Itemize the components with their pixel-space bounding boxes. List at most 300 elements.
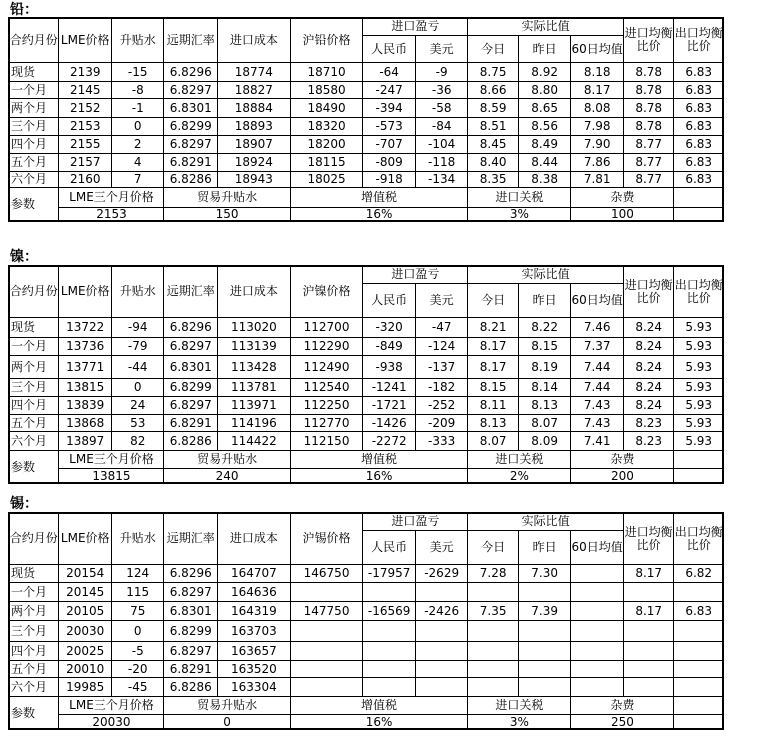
value-cell: 8.80: [518, 82, 571, 99]
value-cell: 6.8291: [164, 154, 218, 172]
value-cell: 112700: [290, 318, 363, 338]
value-cell: 2155: [59, 136, 112, 154]
param-lme3m-label: LME三个月价格: [59, 188, 164, 208]
value-cell: 6.8286: [164, 172, 218, 188]
value-cell: -938: [363, 356, 416, 379]
value-cell: 18200: [290, 136, 363, 154]
value-cell: [571, 621, 624, 642]
param-vat-label: 增值税: [290, 188, 468, 208]
value-cell: [363, 661, 416, 678]
month-cell: 六个月: [9, 678, 59, 697]
value-cell: 18924: [218, 154, 291, 172]
value-cell: [623, 621, 673, 642]
empty-cell: [674, 469, 724, 484]
section-title: 锡：: [10, 496, 38, 512]
value-cell: 6.8297: [164, 338, 218, 356]
value-cell: 5.93: [674, 356, 724, 379]
param-misc-value: 200: [571, 469, 674, 484]
value-cell: 18320: [290, 118, 363, 136]
header-actual-ratio: 实际比值: [468, 266, 624, 284]
header-row: [9, 266, 724, 284]
value-cell: 20105: [59, 602, 112, 621]
value-cell: -104: [415, 136, 468, 154]
value-cell: 8.24: [623, 379, 673, 397]
header-sh-price: 沪锡价格: [290, 513, 363, 565]
value-cell: 18774: [218, 63, 291, 82]
header-sh-price: 沪镍价格: [290, 266, 363, 318]
value-cell: 6.83: [674, 118, 724, 136]
header-today: 今日: [468, 284, 518, 318]
params-label-row: [9, 697, 724, 715]
header-row: [9, 513, 724, 531]
value-cell: 7.86: [571, 154, 624, 172]
month-cell: 一个月: [9, 583, 59, 602]
value-cell: 6.8301: [164, 99, 218, 118]
table-row: [9, 99, 724, 118]
param-vat-value: 16%: [290, 469, 468, 484]
table-row: [9, 621, 724, 642]
value-cell: 20154: [59, 565, 112, 583]
header-avg60: 60日均值: [571, 36, 624, 63]
value-cell: 2157: [59, 154, 112, 172]
header-forward-rate: 远期汇率: [164, 513, 218, 565]
value-cell: 6.8296: [164, 318, 218, 338]
value-cell: 8.92: [518, 63, 571, 82]
value-cell: 8.35: [468, 172, 518, 188]
table-row: [9, 356, 724, 379]
value-cell: 24: [111, 397, 164, 415]
value-cell: 7.37: [571, 338, 624, 356]
value-cell: 6.8297: [164, 136, 218, 154]
header-today: 今日: [468, 531, 518, 565]
month-cell: 现货: [9, 63, 59, 82]
value-cell: 6.8301: [164, 602, 218, 621]
value-cell: 113020: [218, 318, 291, 338]
value-cell: 8.18: [571, 63, 624, 82]
param-misc-label: 杂费: [571, 697, 674, 715]
value-cell: 8.75: [468, 63, 518, 82]
value-cell: 5.93: [674, 379, 724, 397]
value-cell: 8.77: [623, 154, 673, 172]
month-cell: 五个月: [9, 415, 59, 432]
value-cell: 6.8299: [164, 379, 218, 397]
value-cell: 112540: [290, 379, 363, 397]
value-cell: 6.8286: [164, 678, 218, 697]
value-cell: 0: [111, 621, 164, 642]
value-cell: -134: [415, 172, 468, 188]
value-cell: -17957: [363, 565, 416, 583]
month-cell: 五个月: [9, 661, 59, 678]
value-cell: [363, 621, 416, 642]
params-label: 参数: [9, 697, 59, 730]
value-cell: 7.43: [571, 415, 624, 432]
table-row: [9, 565, 724, 583]
value-cell: 8.17: [571, 82, 624, 99]
month-cell: 六个月: [9, 172, 59, 188]
value-cell: [674, 661, 724, 678]
value-cell: 6.8286: [164, 432, 218, 451]
param-vat-value: 16%: [290, 208, 468, 222]
value-cell: 164707: [218, 565, 291, 583]
table-row: [9, 172, 724, 188]
value-cell: 6.8291: [164, 661, 218, 678]
value-cell: 5.93: [674, 318, 724, 338]
value-cell: 7.39: [518, 602, 571, 621]
month-cell: 一个月: [9, 338, 59, 356]
value-cell: 19985: [59, 678, 112, 697]
params-value-row: [9, 208, 724, 222]
value-cell: 18490: [290, 99, 363, 118]
header-rmb: 人民币: [363, 284, 416, 318]
param-trade-premium-label: 贸易升贴水: [164, 697, 290, 715]
header-avg60: 60日均值: [571, 531, 624, 565]
month-cell: 三个月: [9, 621, 59, 642]
value-cell: 8.17: [623, 602, 673, 621]
params-value-row: [9, 715, 724, 730]
value-cell: 112250: [290, 397, 363, 415]
value-cell: 112490: [290, 356, 363, 379]
param-lme3m-value: 13815: [59, 469, 164, 484]
value-cell: 114196: [218, 415, 291, 432]
value-cell: 8.08: [571, 99, 624, 118]
table-row: [9, 118, 724, 136]
table-row: [9, 136, 724, 154]
params-label-row: [9, 188, 724, 208]
value-cell: 2: [111, 136, 164, 154]
header-actual-ratio: 实际比值: [468, 513, 624, 531]
value-cell: 8.23: [623, 432, 673, 451]
header-usd: 美元: [415, 531, 468, 565]
value-cell: 7.98: [571, 118, 624, 136]
month-cell: 现货: [9, 318, 59, 338]
value-cell: 13897: [59, 432, 112, 451]
value-cell: 8.24: [623, 397, 673, 415]
month-cell: 五个月: [9, 154, 59, 172]
value-cell: -9: [415, 63, 468, 82]
value-cell: [623, 583, 673, 602]
value-cell: 7.30: [518, 565, 571, 583]
param-trade-premium-value: 240: [164, 469, 290, 484]
empty-cell: [674, 697, 724, 715]
value-cell: [363, 642, 416, 661]
header-contract-month: 合约月份: [9, 513, 59, 565]
value-cell: -320: [363, 318, 416, 338]
value-cell: 8.15: [468, 379, 518, 397]
header-import-parity: 进口均衡比价: [623, 513, 673, 565]
value-cell: [674, 621, 724, 642]
value-cell: 0: [111, 118, 164, 136]
value-cell: -2426: [415, 602, 468, 621]
value-cell: 6.8297: [164, 82, 218, 99]
section-title: 镍：: [10, 249, 38, 265]
value-cell: -182: [415, 379, 468, 397]
lead-table: [8, 17, 724, 222]
value-cell: 7.90: [571, 136, 624, 154]
value-cell: 112770: [290, 415, 363, 432]
header-actual-ratio: 实际比值: [468, 18, 624, 36]
header-usd: 美元: [415, 284, 468, 318]
table-row: [9, 432, 724, 451]
value-cell: 0: [111, 379, 164, 397]
month-cell: 两个月: [9, 602, 59, 621]
value-cell: 6.8296: [164, 565, 218, 583]
param-trade-premium-label: 贸易升贴水: [164, 188, 290, 208]
value-cell: 6.83: [674, 154, 724, 172]
header-contract-month: 合约月份: [9, 18, 59, 63]
header-import-cost: 进口成本: [218, 513, 291, 565]
params-label: 参数: [9, 188, 59, 222]
value-cell: -64: [363, 63, 416, 82]
param-misc-value: 100: [571, 208, 674, 222]
value-cell: 8.40: [468, 154, 518, 172]
table-row: [9, 678, 724, 697]
value-cell: 8.17: [468, 338, 518, 356]
value-cell: 18580: [290, 82, 363, 99]
value-cell: -1: [111, 99, 164, 118]
month-cell: 四个月: [9, 397, 59, 415]
header-lme-price: LME价格: [59, 18, 112, 63]
month-cell: 两个月: [9, 99, 59, 118]
month-cell: 四个月: [9, 136, 59, 154]
value-cell: [571, 661, 624, 678]
header-lme-price: LME价格: [59, 513, 112, 565]
value-cell: [623, 678, 673, 697]
header-premium: 升贴水: [111, 266, 164, 318]
param-import-duty-label: 进口关税: [468, 697, 571, 715]
param-vat-label: 增值税: [290, 697, 468, 715]
value-cell: [415, 621, 468, 642]
param-lme3m-value: 20030: [59, 715, 164, 730]
value-cell: -15: [111, 63, 164, 82]
value-cell: -45: [111, 678, 164, 697]
param-import-duty-label: 进口关税: [468, 188, 571, 208]
value-cell: 8.44: [518, 154, 571, 172]
value-cell: -1241: [363, 379, 416, 397]
value-cell: 113428: [218, 356, 291, 379]
header-yesterday: 昨日: [518, 36, 571, 63]
value-cell: 20010: [59, 661, 112, 678]
value-cell: -124: [415, 338, 468, 356]
value-cell: [518, 642, 571, 661]
value-cell: [623, 642, 673, 661]
param-lme3m-label: LME三个月价格: [59, 697, 164, 715]
params-value-row: [9, 469, 724, 484]
value-cell: 13868: [59, 415, 112, 432]
value-cell: 18943: [218, 172, 291, 188]
value-cell: 8.78: [623, 82, 673, 99]
value-cell: 6.83: [674, 82, 724, 99]
value-cell: 53: [111, 415, 164, 432]
value-cell: 8.45: [468, 136, 518, 154]
value-cell: 2139: [59, 63, 112, 82]
empty-cell: [674, 208, 724, 222]
value-cell: -58: [415, 99, 468, 118]
value-cell: [468, 621, 518, 642]
table-row: [9, 379, 724, 397]
value-cell: -573: [363, 118, 416, 136]
value-cell: 13839: [59, 397, 112, 415]
param-lme3m-label: LME三个月价格: [59, 451, 164, 469]
value-cell: [290, 678, 363, 697]
value-cell: [518, 621, 571, 642]
header-import-pl: 进口盈亏: [363, 513, 468, 531]
value-cell: -209: [415, 415, 468, 432]
value-cell: 163304: [218, 678, 291, 697]
value-cell: 2145: [59, 82, 112, 99]
value-cell: -918: [363, 172, 416, 188]
value-cell: 6.83: [674, 99, 724, 118]
value-cell: 146750: [290, 565, 363, 583]
header-import-pl: 进口盈亏: [363, 266, 468, 284]
value-cell: 8.15: [518, 338, 571, 356]
value-cell: -1426: [363, 415, 416, 432]
value-cell: 6.83: [674, 63, 724, 82]
value-cell: [674, 642, 724, 661]
value-cell: -2272: [363, 432, 416, 451]
value-cell: -36: [415, 82, 468, 99]
value-cell: 113139: [218, 338, 291, 356]
value-cell: [468, 678, 518, 697]
value-cell: 8.77: [623, 172, 673, 188]
value-cell: [674, 583, 724, 602]
header-usd: 美元: [415, 36, 468, 63]
value-cell: 163657: [218, 642, 291, 661]
value-cell: 8.07: [518, 415, 571, 432]
value-cell: 2152: [59, 99, 112, 118]
header-lme-price: LME价格: [59, 266, 112, 318]
month-cell: 一个月: [9, 82, 59, 99]
value-cell: 7.81: [571, 172, 624, 188]
month-cell: 现货: [9, 565, 59, 583]
value-cell: 13771: [59, 356, 112, 379]
value-cell: 8.21: [468, 318, 518, 338]
value-cell: 7.35: [468, 602, 518, 621]
value-cell: 8.66: [468, 82, 518, 99]
value-cell: -47: [415, 318, 468, 338]
value-cell: 82: [111, 432, 164, 451]
value-cell: 8.59: [468, 99, 518, 118]
value-cell: -79: [111, 338, 164, 356]
header-avg60: 60日均值: [571, 284, 624, 318]
value-cell: -8: [111, 82, 164, 99]
value-cell: [571, 565, 624, 583]
value-cell: [468, 642, 518, 661]
value-cell: [571, 583, 624, 602]
header-contract-month: 合约月份: [9, 266, 59, 318]
tin-table: [8, 512, 724, 730]
value-cell: [623, 661, 673, 678]
param-vat-value: 16%: [290, 715, 468, 730]
value-cell: -137: [415, 356, 468, 379]
value-cell: [290, 621, 363, 642]
value-cell: 124: [111, 565, 164, 583]
header-import-parity: 进口均衡比价: [623, 266, 673, 318]
params-label: 参数: [9, 451, 59, 484]
header-yesterday: 昨日: [518, 284, 571, 318]
value-cell: 147750: [290, 602, 363, 621]
value-cell: 112290: [290, 338, 363, 356]
empty-cell: [674, 715, 724, 730]
value-cell: 7.28: [468, 565, 518, 583]
value-cell: [290, 661, 363, 678]
value-cell: 8.09: [518, 432, 571, 451]
value-cell: 8.49: [518, 136, 571, 154]
value-cell: -333: [415, 432, 468, 451]
value-cell: 114422: [218, 432, 291, 451]
value-cell: 7.41: [571, 432, 624, 451]
value-cell: 2153: [59, 118, 112, 136]
value-cell: 8.65: [518, 99, 571, 118]
value-cell: 8.78: [623, 118, 673, 136]
value-cell: 8.19: [518, 356, 571, 379]
value-cell: -5: [111, 642, 164, 661]
value-cell: -1721: [363, 397, 416, 415]
month-cell: 三个月: [9, 379, 59, 397]
table-row: [9, 82, 724, 99]
param-misc-label: 杂费: [571, 188, 674, 208]
value-cell: 8.78: [623, 99, 673, 118]
value-cell: -707: [363, 136, 416, 154]
header-import-pl: 进口盈亏: [363, 18, 468, 36]
value-cell: [415, 642, 468, 661]
param-import-duty-label: 进口关税: [468, 451, 571, 469]
value-cell: 18115: [290, 154, 363, 172]
month-cell: 六个月: [9, 432, 59, 451]
header-import-parity: 进口均衡比价: [623, 18, 673, 63]
value-cell: -252: [415, 397, 468, 415]
value-cell: [363, 583, 416, 602]
table-row: [9, 642, 724, 661]
value-cell: 6.8299: [164, 621, 218, 642]
value-cell: 18893: [218, 118, 291, 136]
section-title: 铅：: [10, 2, 38, 18]
value-cell: 6.8297: [164, 642, 218, 661]
value-cell: 20025: [59, 642, 112, 661]
value-cell: -849: [363, 338, 416, 356]
value-cell: [415, 583, 468, 602]
value-cell: 8.13: [518, 397, 571, 415]
value-cell: -44: [111, 356, 164, 379]
value-cell: 164319: [218, 602, 291, 621]
value-cell: 20030: [59, 621, 112, 642]
value-cell: 8.24: [623, 338, 673, 356]
value-cell: 8.56: [518, 118, 571, 136]
value-cell: [571, 602, 624, 621]
param-vat-label: 增值税: [290, 451, 468, 469]
value-cell: 113781: [218, 379, 291, 397]
value-cell: [415, 661, 468, 678]
value-cell: 5.93: [674, 338, 724, 356]
value-cell: 113971: [218, 397, 291, 415]
header-import-cost: 进口成本: [218, 266, 291, 318]
value-cell: 6.83: [674, 602, 724, 621]
value-cell: -84: [415, 118, 468, 136]
value-cell: 6.83: [674, 172, 724, 188]
value-cell: 18025: [290, 172, 363, 188]
value-cell: 7.44: [571, 379, 624, 397]
table-row: [9, 415, 724, 432]
table-row: [9, 154, 724, 172]
table-row: [9, 583, 724, 602]
header-premium: 升贴水: [111, 18, 164, 63]
value-cell: 2160: [59, 172, 112, 188]
value-cell: 6.8291: [164, 415, 218, 432]
value-cell: [415, 678, 468, 697]
header-export-parity: 出口均衡比价: [674, 513, 724, 565]
header-forward-rate: 远期汇率: [164, 18, 218, 63]
value-cell: 8.23: [623, 415, 673, 432]
value-cell: [571, 642, 624, 661]
